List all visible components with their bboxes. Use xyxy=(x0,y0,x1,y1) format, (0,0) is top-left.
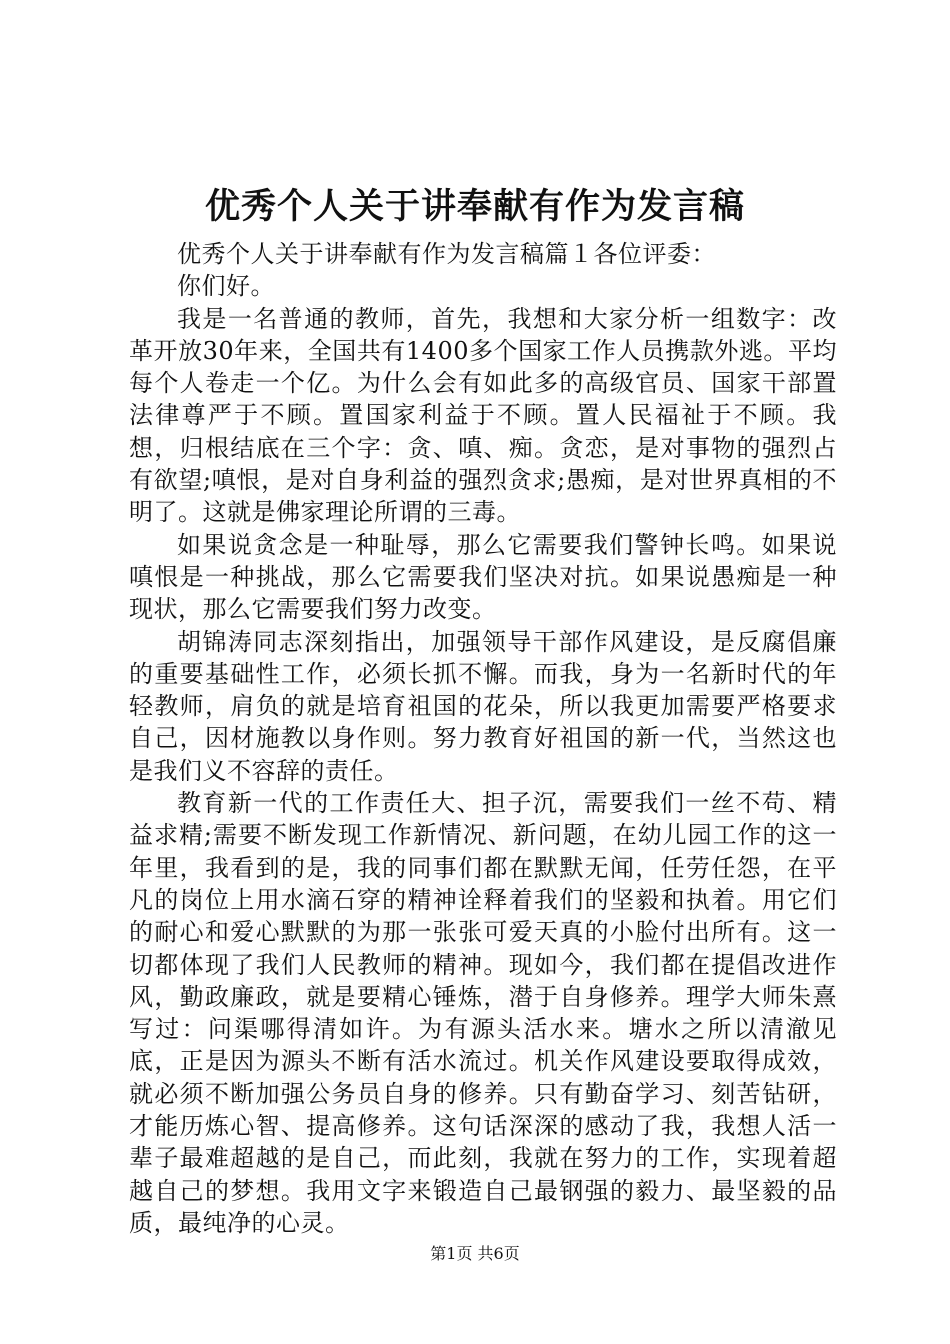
paragraph-body: 我是一名普通的教师，首先，我想和大家分析一组数字：改革开放30年来，全国共有1400多个国家工作人员携款外逃。平均每个人卷走一个亿。为什么会有如此多的高级官员、国家干部置法律尊严于不顾。置国家利益于不顾。置人民福祉于不顾。我想，归根结底在三个字：贪、嗔、痴。贪恋，是对事物的强烈占有欲望;嗔恨，是对自身利益的强烈贪求;愚痴，是对世界真相的不明了。这就是佛家理论所谓的三毒。 xyxy=(129,304,837,527)
paragraph-body: 如果说贪念是一种耻辱，那么它需要我们警钟长鸣。如果说嗔恨是一种挑战，那么它需要我们坚决对抗。如果说愚痴是一种现状，那么它需要我们努力改变。 xyxy=(129,530,837,624)
document-title: 优秀个人关于讲奉献有作为发言稿 xyxy=(204,186,745,227)
paragraph-hello: 你们好。 xyxy=(177,272,275,301)
document-body xyxy=(129,238,837,1239)
paragraph-body: 教育新一代的工作责任大、担子沉，需要我们一丝不苟、精益求精;需要不断发现工作新情况、新问题，在幼儿园工作的这一年里，我看到的是，我的同事们都在默默无闻，任劳任怨，在平凡的岗位上用水滴石穿的精神诠释着我们的坚毅和执着。用它们的耐心和爱心默默的为那一张张可爱天真的小脸付出所有。这一切都体现了我们人民教师的精神。现如今，我们都在提倡改进作风，勤政廉政，就是要精心锤炼，潜于自身修养。理学大师朱熹写过：问渠哪得清如许。为有源头活水来。塘水之所以清澈见底，正是因为源头不断有活水流过。机关作风建设要取得成效，就必须不断加强公务员自身的修养。只有勤奋学习、刻苦钻研，才能历炼心智、提高修养。这句话深深的感动了我，我想人活一辈子最难超越的是自己，而此刻，我就在努力的工作，实现着超越自己的梦想。我用文字来锻造自己最钢强的毅力、最坚毅的品质，最纯净的心灵。 xyxy=(129,789,837,1237)
paragraph-greeting: 优秀个人关于讲奉献有作为发言稿篇１各位评委： xyxy=(177,240,716,268)
paragraph-body: 胡锦涛同志深刻指出，加强领导干部作风建设，是反腐倡廉的重要基础性工作，必须长抓不懈。而我，身为一名新时代的年轻教师，肩负的就是培育祖国的花朵，所以我更加需要严格要求自己，因材施教以身作则。努力教育好祖国的新一代，当然这也是我们义不容辞的责任。 xyxy=(129,627,837,785)
page-footer: 第1页 共6页 xyxy=(430,1244,520,1263)
